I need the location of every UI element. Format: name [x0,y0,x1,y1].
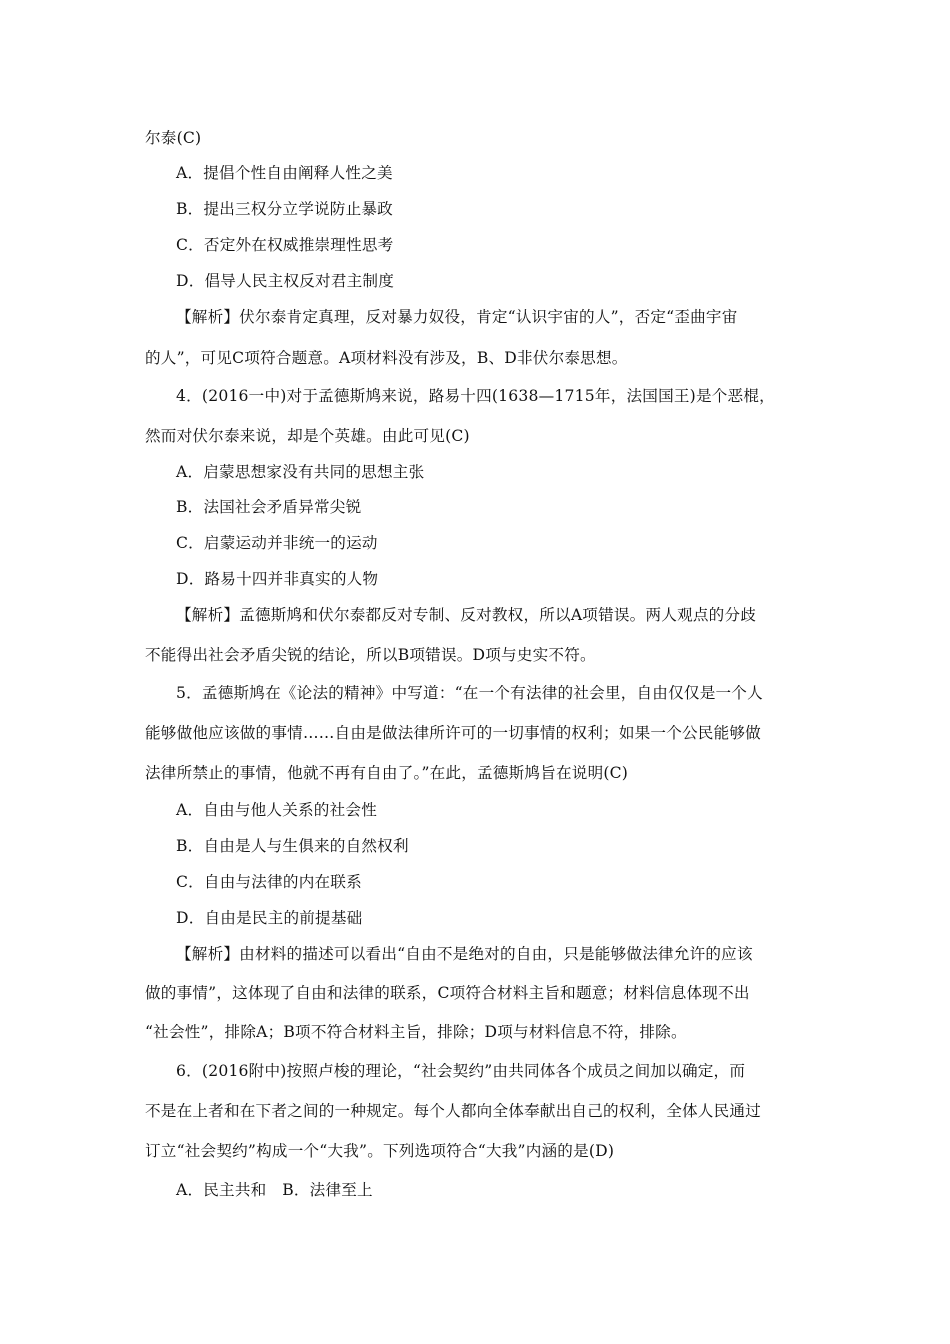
question-line: 4．(2016一中)对于孟德斯鸠来说，路易十四(1638—1715年，法国国王)是个恶棍， [176,387,775,405]
option-line: D．路易十四并非真实的人物 [176,570,379,588]
option-line: A．提倡个性自由阐释人性之美 [176,164,393,182]
text-line: 不能得出社会矛盾尖锐的结论，所以B项错误。D项与史实不符。 [145,646,596,664]
text-line: 不是在上者和在下者之间的一种规定。每个人都向全体奉献出自己的权利，全体人民通过 [145,1102,761,1120]
option-line: A．民主共和 B．法律至上 [176,1181,373,1199]
option-line: C．否定外在权威推崇理性思考 [176,236,394,254]
option-line: C．启蒙运动并非统一的运动 [176,534,378,552]
text-line: 能够做他应该做的事情……自由是做法律所许可的一切事情的权利；如果一个公民能够做 [145,724,761,742]
text-line: 尔泰(C) [145,129,202,147]
option-line: C．自由与法律的内在联系 [176,873,362,891]
question-line: 5．孟德斯鸠在《论法的精神》中写道：“在一个有法律的社会里，自由仅仅是一个人 [176,684,763,702]
option-line: D．倡导人民主权反对君主制度 [176,272,395,290]
analysis-line: 【解析】孟德斯鸠和伏尔泰都反对专制、反对教权，所以A项错误。两人观点的分歧 [176,606,757,624]
option-line: B．提出三权分立学说防止暴政 [176,200,393,218]
option-line: A．自由与他人关系的社会性 [176,801,377,819]
text-line: 法律所禁止的事情，他就不再有自由了。”在此，孟德斯鸠旨在说明(C) [145,764,629,782]
text-line: 然而对伏尔泰来说，却是个英雄。由此可见(C) [145,427,470,445]
option-line: D．自由是民主的前提基础 [176,909,363,927]
text-line: 做的事情”，这体现了自由和法律的联系，C项符合材料主旨和题意；材料信息体现不出 [145,984,750,1002]
analysis-line: 【解析】由材料的描述可以看出“自由不是绝对的自由，只是能够做法律允许的应该 [176,945,753,963]
option-line: A．启蒙思想家没有共同的思想主张 [176,463,425,481]
option-line: B．法国社会矛盾异常尖锐 [176,498,362,516]
analysis-line: 【解析】伏尔泰肯定真理，反对暴力奴役，肯定“认识宇宙的人”，否定“歪曲宇宙 [176,308,738,326]
text-line: “社会性”，排除A；B项不符合材料主旨，排除；D项与材料信息不符，排除。 [145,1023,687,1041]
option-line: B．自由是人与生俱来的自然权利 [176,837,409,855]
question-line: 6．(2016附中)按照卢梭的理论，“社会契约”由共同体各个成员之间加以确定，而 [176,1062,746,1080]
text-line: 的人”，可见C项符合题意。A项材料没有涉及，B、D非伏尔泰思想。 [145,349,628,367]
text-line: 订立“社会契约”构成一个“大我”。下列选项符合“大我”内涵的是(D) [145,1142,615,1160]
